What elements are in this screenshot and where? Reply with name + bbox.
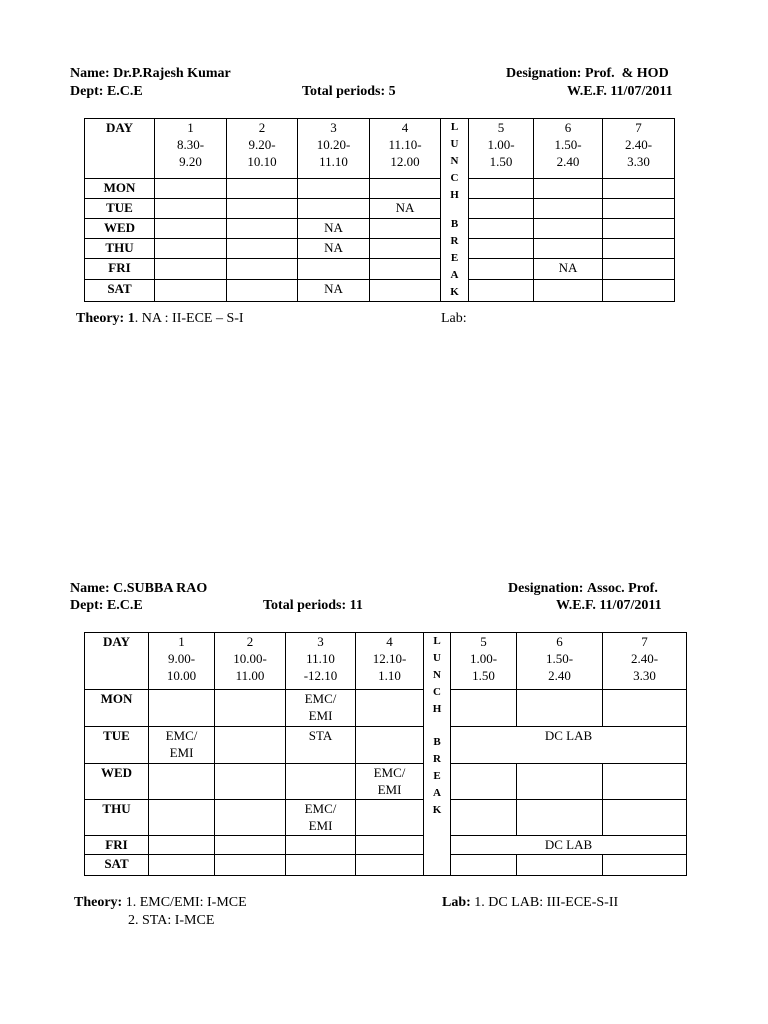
sheet2-name-line (70, 581, 207, 597)
sheet2-row-wed (85, 764, 687, 800)
sheet1-period-2: 2 9.20- 10.10 (227, 119, 298, 179)
table-cell (370, 178, 441, 198)
table-cell (517, 690, 603, 727)
table-cell (286, 764, 356, 800)
table-cell (155, 279, 227, 301)
table-cell (534, 218, 603, 238)
sheet1-day-label: SAT (85, 279, 155, 301)
sheet1-row-sat (85, 279, 675, 301)
sheet1-name-label: Name: (70, 66, 110, 81)
table-cell (298, 259, 370, 279)
sheet2-day-label: MON (85, 690, 149, 727)
table-cell (603, 800, 687, 836)
sheet1-row-wed (85, 218, 675, 238)
sheet1-day-header: DAY (85, 119, 155, 179)
sheet2-dept-line (70, 598, 143, 614)
table-cell (603, 690, 687, 727)
sheet2-wef-label: W.E.F. (556, 598, 596, 613)
table-cell (286, 855, 356, 876)
table-cell (469, 218, 534, 238)
table-cell (149, 855, 215, 876)
table-cell (356, 800, 424, 836)
table-cell: NA (298, 279, 370, 301)
table-cell (155, 259, 227, 279)
sheet1-period-3: 3 10.20- 11.10 (298, 119, 370, 179)
table-cell (227, 259, 298, 279)
table-cell: NA (534, 259, 603, 279)
sheet2-row-tue (85, 727, 687, 764)
sheet2-theory-line (74, 895, 247, 911)
table-cell (451, 855, 517, 876)
sheet1-row-fri (85, 259, 675, 279)
sheet1-theory-line (76, 311, 244, 327)
sheet2-theory-item: 2. STA: I-MCE (128, 913, 215, 928)
sheet2-name-label: Name: (70, 581, 110, 596)
sheet1-name-value: Dr.P.Rajesh Kumar (113, 66, 231, 81)
table-cell (298, 178, 370, 198)
sheet1-day-label: MON (85, 178, 155, 198)
table-cell (227, 178, 298, 198)
sheet2-lab-label: Lab: (442, 895, 471, 910)
table-cell (149, 690, 215, 727)
sheet1-day-label: FRI (85, 259, 155, 279)
table-cell (534, 198, 603, 218)
table-cell (356, 836, 424, 855)
table-cell (155, 198, 227, 218)
table-cell (603, 239, 675, 259)
table-cell (149, 764, 215, 800)
sheet2-day-label: WED (85, 764, 149, 800)
sheet2-lab-line (442, 895, 618, 911)
table-cell (534, 239, 603, 259)
table-cell (534, 178, 603, 198)
sheet1-theory-text: . NA : II-ECE – S-I (134, 311, 244, 326)
sheet2-wef-line (556, 598, 662, 614)
sheet1-dept-label: Dept: (70, 84, 104, 99)
sheet2-header-row (85, 633, 687, 690)
sheet1-day-label: THU (85, 239, 155, 259)
table-cell: STA (286, 727, 356, 764)
sheet2-theory-item: 1. EMC/EMI: I-MCE (125, 895, 247, 910)
sheet2-row-sat (85, 855, 687, 876)
table-cell (149, 836, 215, 855)
sheet2-period-1: 1 9.00- 10.00 (149, 633, 215, 690)
table-cell (469, 239, 534, 259)
table-cell (603, 764, 687, 800)
sheet2-designation-value: Assoc. Prof. (586, 581, 658, 596)
table-cell: EMC/ EMI (286, 690, 356, 727)
table-cell (155, 239, 227, 259)
table-cell: NA (370, 198, 441, 218)
table-cell (517, 855, 603, 876)
sheet2-day-label: FRI (85, 836, 149, 855)
table-cell (517, 800, 603, 836)
sheet2-row-mon (85, 690, 687, 727)
table-cell (469, 198, 534, 218)
sheet2-row-fri (85, 836, 687, 855)
table-cell (469, 279, 534, 301)
table-cell (298, 198, 370, 218)
sheet1-period-5: 5 1.00- 1.50 (469, 119, 534, 179)
sheet1-total-line (302, 84, 396, 100)
table-cell (215, 764, 286, 800)
table-cell (370, 239, 441, 259)
table-cell (451, 690, 517, 727)
table-cell (603, 855, 687, 876)
sheet1-name-line (70, 66, 231, 82)
sheet2-designation-label: Designation: (508, 581, 584, 596)
sheet2-period-4: 4 12.10- 1.10 (356, 633, 424, 690)
table-cell (155, 178, 227, 198)
table-cell (603, 178, 675, 198)
table-cell (370, 279, 441, 301)
sheet2-dept-value: E.C.E (106, 598, 143, 613)
sheet1-designation-value: Prof. & HOD (584, 66, 669, 81)
sheet1-designation-label: Designation: (506, 66, 582, 81)
table-cell: EMC/ EMI (149, 727, 215, 764)
sheet2-name-value: C.SUBBA RAO (113, 581, 208, 596)
table-cell (215, 855, 286, 876)
table-cell (215, 800, 286, 836)
table-cell (451, 800, 517, 836)
sheet2-total-value: 11 (349, 598, 363, 613)
table-cell: EMC/ EMI (286, 800, 356, 836)
sheet2-lab-item: 1. DC LAB: III-ECE-S-II (474, 895, 619, 910)
sheet1-row-thu (85, 239, 675, 259)
sheet2-designation-line (508, 581, 658, 597)
table-cell (534, 279, 603, 301)
table-cell (227, 279, 298, 301)
table-cell (356, 855, 424, 876)
sheet1-dept-value: E.C.E (106, 84, 143, 99)
sheet1-period-6: 6 1.50- 2.40 (534, 119, 603, 179)
lab-cell: DC LAB (451, 727, 687, 764)
sheet1-theory-number: 1 (127, 311, 135, 326)
table-cell (356, 727, 424, 764)
sheet2-period-2: 2 10.00- 11.00 (215, 633, 286, 690)
sheet2-wef-value: 11/07/2011 (599, 598, 662, 613)
sheet2-total-label: Total periods: (263, 598, 347, 613)
sheet1-row-mon (85, 178, 675, 198)
sheet2-timetable (84, 632, 687, 876)
table-cell (603, 279, 675, 301)
sheet2-period-5: 5 1.00- 1.50 (451, 633, 517, 690)
sheet1-row-tue (85, 198, 675, 218)
table-cell (215, 690, 286, 727)
table-cell (155, 218, 227, 238)
table-cell (227, 239, 298, 259)
table-cell (603, 259, 675, 279)
table-cell (356, 690, 424, 727)
table-cell (227, 198, 298, 218)
sheet2-lunch-break-column: L U N C H B R E A K (424, 633, 451, 876)
table-cell: NA (298, 218, 370, 238)
table-cell (149, 800, 215, 836)
table-cell (215, 836, 286, 855)
sheet1-timetable (84, 118, 675, 302)
sheet1-wef-line (567, 84, 673, 100)
sheet1-wef-value: 11/07/2011 (610, 84, 673, 99)
table-cell: NA (298, 239, 370, 259)
table-cell (451, 764, 517, 800)
table-cell (227, 218, 298, 238)
sheet1-total-label: Total periods: (302, 84, 386, 99)
sheet1-wef-label: W.E.F. (567, 84, 607, 99)
sheet2-period-7: 7 2.40- 3.30 (603, 633, 687, 690)
sheet1-lab-label: Lab: (441, 311, 467, 326)
table-cell (215, 727, 286, 764)
sheet2-day-label: SAT (85, 855, 149, 876)
table-cell (469, 259, 534, 279)
lab-cell: DC LAB (451, 836, 687, 855)
sheet1-header-row (85, 119, 675, 179)
sheet2-day-label: TUE (85, 727, 149, 764)
sheet2-period-3: 3 11.10 -12.10 (286, 633, 356, 690)
sheet1-day-label: WED (85, 218, 155, 238)
sheet2-day-header: DAY (85, 633, 149, 690)
sheet1-day-label: TUE (85, 198, 155, 218)
table-cell (469, 178, 534, 198)
sheet1-designation-line (506, 66, 669, 82)
sheet2-period-6: 6 1.50- 2.40 (517, 633, 603, 690)
table-cell: EMC/ EMI (356, 764, 424, 800)
sheet1-total-value: 5 (388, 84, 396, 99)
sheet1-period-4: 4 11.10- 12.00 (370, 119, 441, 179)
table-cell (603, 218, 675, 238)
sheet2-total-line (263, 598, 363, 614)
table-cell (603, 198, 675, 218)
table-cell (370, 218, 441, 238)
sheet2-theory-label: Theory: (74, 895, 123, 910)
table-cell (370, 259, 441, 279)
sheet2-row-thu (85, 800, 687, 836)
sheet1-lunch-break-column: L U N C H B R E A K (441, 119, 469, 302)
sheet1-theory-label: Theory: (76, 311, 125, 326)
table-cell (517, 764, 603, 800)
sheet1-period-7: 7 2.40- 3.30 (603, 119, 675, 179)
sheet1-period-1: 1 8.30- 9.20 (155, 119, 227, 179)
table-cell (286, 836, 356, 855)
sheet1-dept-line (70, 84, 143, 100)
sheet2-day-label: THU (85, 800, 149, 836)
sheet2-dept-label: Dept: (70, 598, 104, 613)
